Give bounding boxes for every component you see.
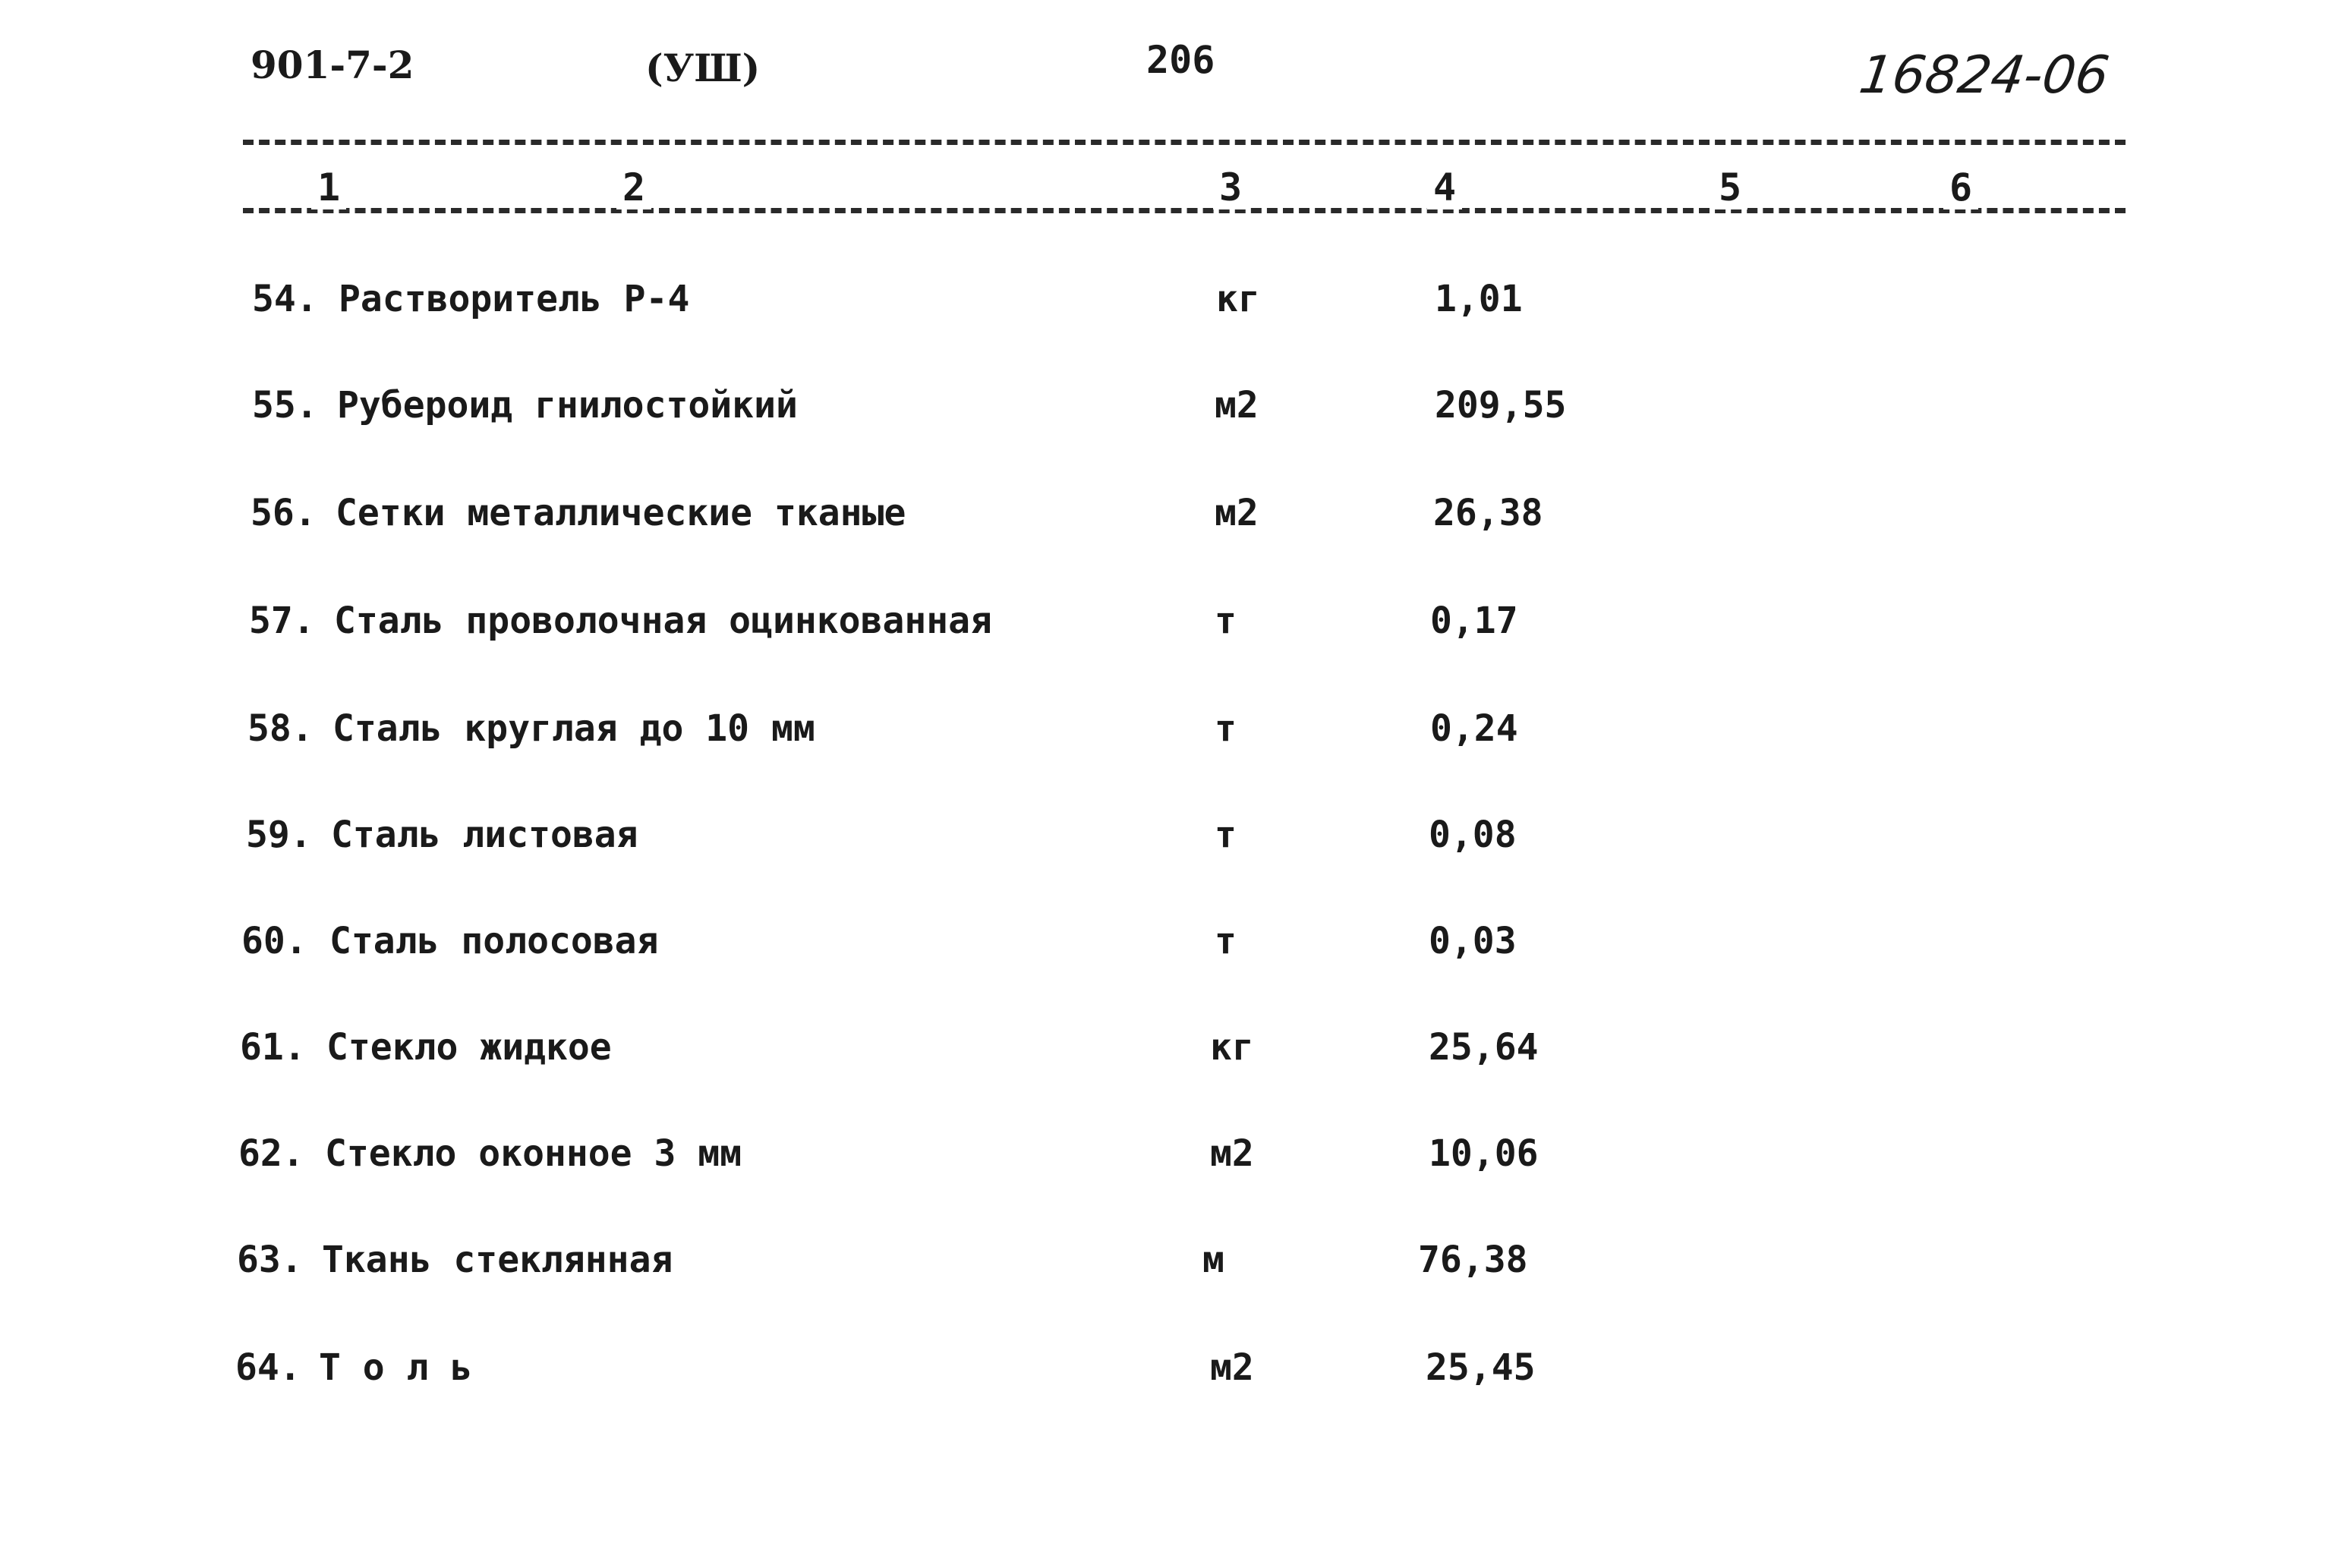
page-number: 206 [1146,38,1215,82]
column-number-2: 2 [616,165,651,209]
material-quantity: 0,17 [1430,600,1518,642]
document-code: 901-7-2 [251,43,414,87]
material-quantity: 0,24 [1430,707,1518,750]
material-unit: кг [1210,1026,1254,1069]
row-number: 61. [240,1026,306,1069]
row-number: 60. [241,920,307,962]
table-row [0,920,2332,981]
material-unit: м2 [1215,492,1259,534]
row-number: 57. [249,600,315,642]
material-name: Сталь проволочная оцинкованная [334,600,992,642]
material-name: Сталь полосовая [329,920,659,962]
table-row [0,492,2332,553]
table-row [0,278,2332,338]
archive-number: 16824-06 [1855,46,2113,105]
material-name: Ткань стеклянная [322,1239,673,1281]
table-row [0,707,2332,768]
material-quantity: 0,08 [1429,814,1517,856]
material-name: Сталь листовая [331,814,638,856]
table-row [0,1132,2332,1193]
column-number-6: 6 [1943,165,1978,209]
table-row [0,1346,2332,1407]
column-number-4: 4 [1427,165,1462,209]
material-unit: т [1215,920,1237,962]
row-number: 62. [238,1132,304,1175]
material-unit: т [1215,707,1237,750]
column-number-3: 3 [1213,165,1248,209]
section-label: (УШ) [645,46,761,90]
row-number: 58. [247,707,314,750]
material-quantity: 76,38 [1418,1239,1528,1281]
row-number: 59. [246,814,312,856]
material-name: Т о л ь [319,1346,473,1389]
table-row [0,814,2332,874]
table-row [0,1026,2332,1087]
material-name: Стекло оконное 3 мм [325,1132,742,1175]
material-quantity: 0,03 [1429,920,1517,962]
material-name: Рубероид гнилостойкий [337,384,798,427]
column-number-5: 5 [1713,165,1747,209]
material-unit: м2 [1215,384,1259,427]
material-unit: м2 [1210,1132,1254,1175]
row-number: 64. [235,1346,301,1389]
material-name: Стекло жидкое [326,1026,612,1069]
row-number: 54. [252,278,318,320]
material-quantity: 209,55 [1435,384,1567,427]
material-quantity: 10,06 [1429,1132,1539,1175]
material-name: Сетки металлические тканые [336,492,906,534]
table-row [0,384,2332,445]
material-quantity: 26,38 [1433,492,1543,534]
column-number-1: 1 [311,165,346,209]
table-row [0,1239,2332,1299]
material-quantity: 1,01 [1435,278,1523,320]
material-unit: т [1215,600,1237,642]
material-quantity: 25,45 [1426,1346,1536,1389]
material-name: Растворитель Р-4 [339,278,690,320]
material-unit: м2 [1210,1346,1254,1389]
material-quantity: 25,64 [1429,1026,1539,1069]
table-row [0,600,2332,660]
material-unit: м [1202,1239,1224,1281]
material-unit: т [1215,814,1237,856]
material-name: Сталь круглая до 10 мм [332,707,815,750]
row-number: 55. [252,384,318,427]
row-number: 63. [237,1239,303,1281]
row-number: 56. [251,492,317,534]
material-unit: кг [1216,278,1260,320]
